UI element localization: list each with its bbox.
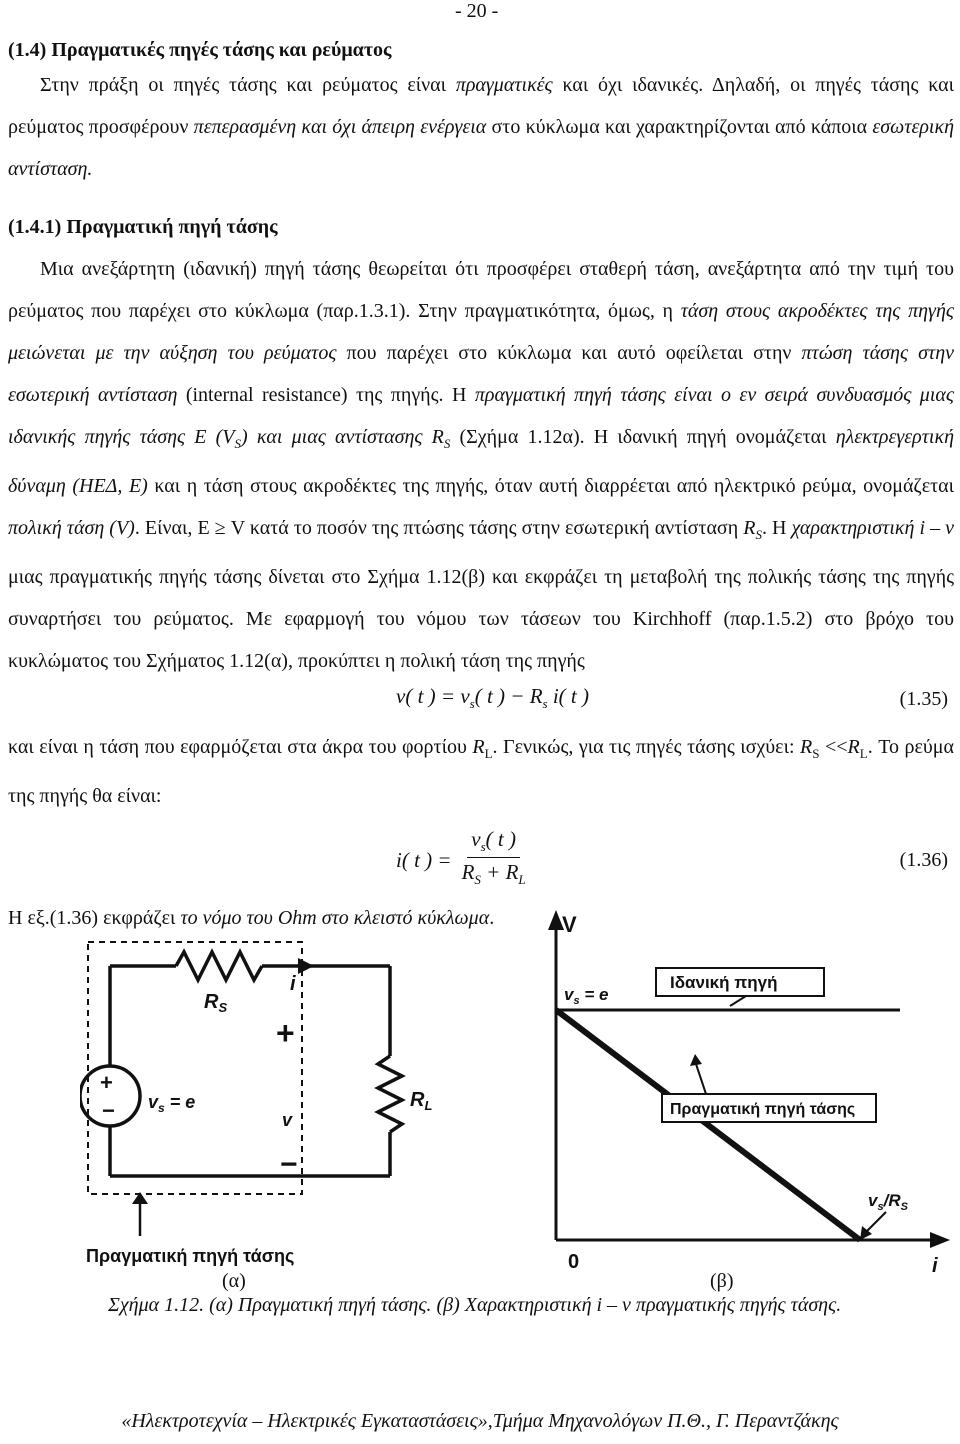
real-label-pointer <box>696 1064 706 1094</box>
real-line <box>556 1010 860 1240</box>
equation-1-36 <box>8 827 954 897</box>
equation-1-36-number: (1.36) <box>899 849 948 871</box>
intro-paragraph: Στην πράξη οι πηγές τάσης και ρεύματος είναι πραγματικές και όχι ιδανικές. Δηλαδή, οι πηγές τάσης και ρεύματος προσφέρουν πεπερασμένη και όχι άπειρη ενέργεια στο κύκλωμα και χαρακτηρίζονται από κάποια εσωτερική αντίσταση. <box>8 74 955 180</box>
source-label: $v_s = e$ <box>148 1092 196 1115</box>
intercept-label: $v_s/R_S$ <box>868 1191 908 1213</box>
rs-resistor <box>176 952 262 980</box>
figure-a-caption: (α) <box>222 1270 246 1292</box>
v-label: v <box>282 1110 293 1130</box>
current-arrow-icon <box>298 958 314 974</box>
body-paragraph: Μια ανεξάρτητη (ιδανική) πηγή τάσης θεωρείται ότι προσφέρει σταθερή τάση, ανεξάρτητα από την τιμή του ρεύματος που παρέχει στο κύκλωμα (παρ.1.3.1). Στην πραγματικότητα, όμως, η τάση στους ακροδέκτες της πηγής μειώνεται με την αύξηση του ρεύματος που παρέχει στο κύκλωμα και αυτό οφείλεται στην πτώση τάσης στην εσωτερική αντίσταση (internal resistance) της πηγής. Η πραγματική πηγή τάσης είναι ο εν σειρά συνδυασμός μιας ιδανικής πηγής τάσης Ε $(V_S)$ και μιας αντίστασης $R_S$ (Σχήμα 1.12α). Η ιδανική πηγή ονομάζεται ηλεκτρεγερτική δύναμη (ΗΕΔ, Ε) και η τάση στους ακροδέκτες της πηγής, όταν αυτή διαρρέεται από ηλεκτρικό ρεύμα, ονομάζεται πολική τάση (V). Είναι, Ε ≥ V κατά το ποσόν της πτώσης τάσης στην εσωτερική αντίσταση $R_S$. Η χαρακτηριστική i – v μιας πραγματικής πηγής τάσης δίνεται στο Σχήμα 1.12(β) και εκφράζει τη μεταβολή της πολικής τάσης της πηγής συναρτήσει του ρεύματος. Με εφαρμογή του νόμου των τάσεων του Kirchhoff (παρ.1.5.2) στο βρόχο του κυκλώματος του Σχήματος 1.12(α), προκύπτει η πολική τάση της πηγής <box>8 258 955 672</box>
page-number: - 20 - <box>455 0 499 22</box>
circuit-diagram <box>80 936 440 1266</box>
page-footer: «Ηλεκτροτεχνία – Ηλεκτρικές Εγκαταστάσεις»,Τμήμα Μηχανολόγων Π.Θ., Γ. Περαντζάκης <box>121 1410 839 1432</box>
body-paragraph-2: και είναι η τάση που εφαρμόζεται στα άκρα του φορτίου $R_L$. Γενικώς, για τις πηγές τάσης ισχύει: $R_S <<R_L$. Το ρεύμα της πηγής θα είναι: <box>8 736 955 807</box>
origin-label: 0 <box>568 1251 580 1273</box>
real-label-pointer-arrow-icon <box>690 1054 702 1066</box>
equation-1-36-body: i( t ) = $\frac{v_s( t )}{R_S + R_L}$ <box>396 827 526 888</box>
source-plus: + <box>100 1070 113 1095</box>
real-source-label: Πραγματική πηγή τάσης <box>86 1246 295 1266</box>
equation-1-35-body: v( t ) = $v_s$( t ) − $R_s$ i( t ) <box>396 684 589 712</box>
body-paragraph-3: Η εξ.(1.36) εκφράζει το νόμο του Ohm στο κλειστό κύκλωμα. <box>8 907 495 929</box>
ideal-label-pointer <box>730 996 746 1006</box>
rl-resistor <box>378 1056 402 1132</box>
label-pointer-arrow-icon <box>132 1192 148 1204</box>
figure-caption: Σχήμα 1.12. (α) Πραγματική πηγή τάσης. (β) Χαρακτηριστική i – v πραγματικής πηγής τάσης. <box>108 1294 842 1316</box>
minus-terminal: − <box>280 1148 298 1181</box>
real-label: Πραγματική πηγή τάσης <box>670 1101 856 1118</box>
i-axis-arrow-icon <box>930 1232 950 1248</box>
subsection-title: (1.4.1) Πραγματική πηγή τάσης <box>8 216 278 238</box>
characteristic-diagram <box>520 900 960 1280</box>
intercept-pointer <box>866 1212 886 1232</box>
figure-b-caption: (β) <box>710 1270 734 1292</box>
section-title: (1.4) Πραγματικές πηγές τάσης και ρεύματος <box>8 39 392 61</box>
plus-terminal: + <box>276 1015 295 1051</box>
i-axis-label: i <box>932 1255 938 1277</box>
equation-1-35 <box>8 682 954 726</box>
equation-1-35-number: (1.35) <box>899 688 948 710</box>
source-minus: − <box>102 1098 115 1123</box>
vs-label: $v_s = e$ <box>564 985 609 1007</box>
v-axis-label: V <box>562 912 577 937</box>
rl-label: $R_L$ <box>410 1089 433 1113</box>
current-label: i <box>290 973 296 995</box>
rs-label: $R_S$ <box>204 991 228 1015</box>
figures <box>0 900 960 1280</box>
ideal-label: Ιδανική πηγή <box>670 973 778 992</box>
page-content <box>8 36 954 939</box>
